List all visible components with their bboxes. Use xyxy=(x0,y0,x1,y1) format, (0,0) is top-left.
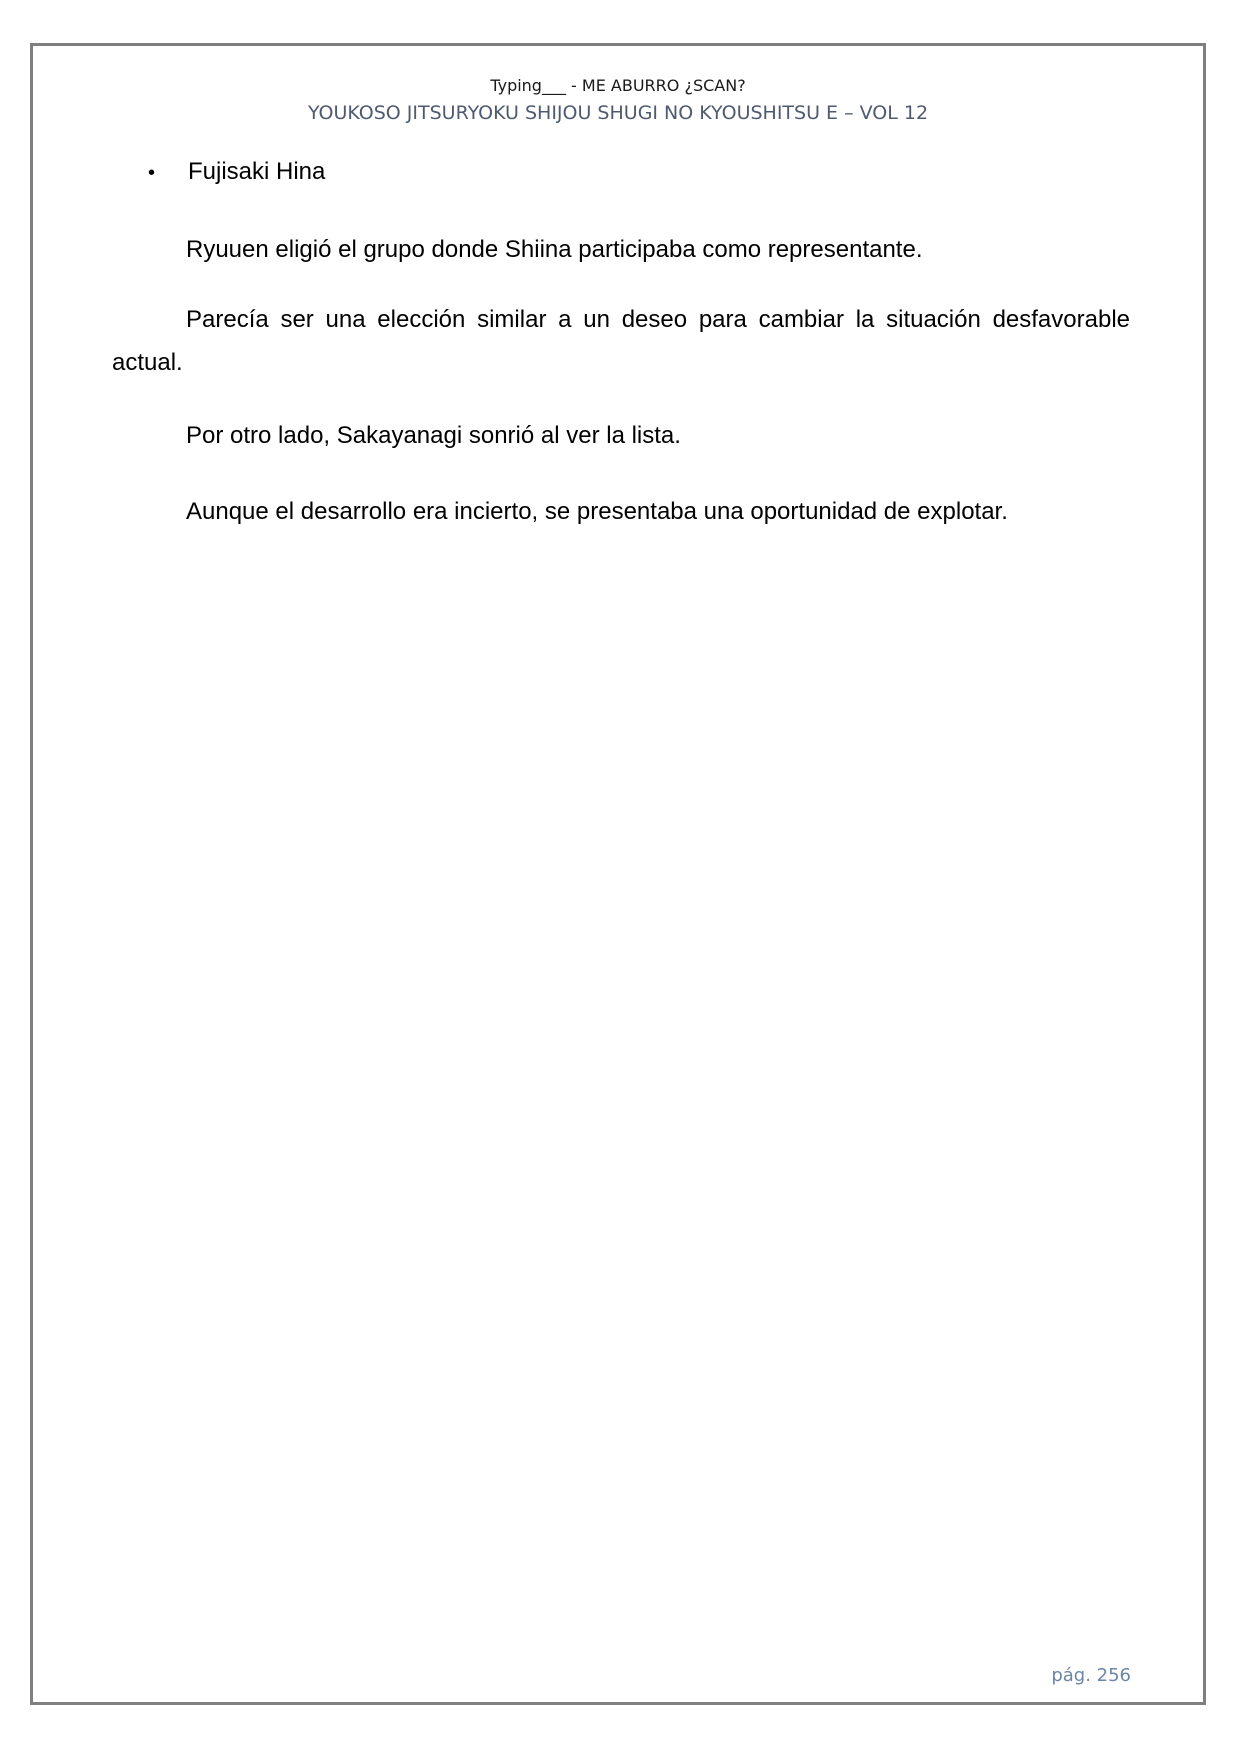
paragraph-1: Ryuuen eligió el grupo donde Shiina participaba como representante. xyxy=(186,236,923,263)
paragraph-3: Por otro lado, Sakayanagi sonrió al ver la lista. xyxy=(186,422,681,449)
bullet-text: Fujisaki Hina xyxy=(188,158,326,185)
bullet-list-item xyxy=(148,157,325,188)
page-number: pág. 256 xyxy=(1051,1665,1131,1686)
paragraph-4: Aunque el desarrollo era incierto, se presentaba una oportunidad de explotar. xyxy=(186,498,1008,525)
paragraph-2: Parecía ser una elección similar a un deseo para cambiar la situación desfavorable actual. xyxy=(112,306,1130,376)
bullet-icon: • xyxy=(148,162,156,184)
page-border xyxy=(30,43,1206,1705)
header-title: YOUKOSO JITSURYOKU SHIJOU SHUGI NO KYOUSHITSU E – VOL 12 xyxy=(307,102,929,124)
header-credit: Typing___ - ME ABURRO ¿SCAN? xyxy=(490,76,746,95)
